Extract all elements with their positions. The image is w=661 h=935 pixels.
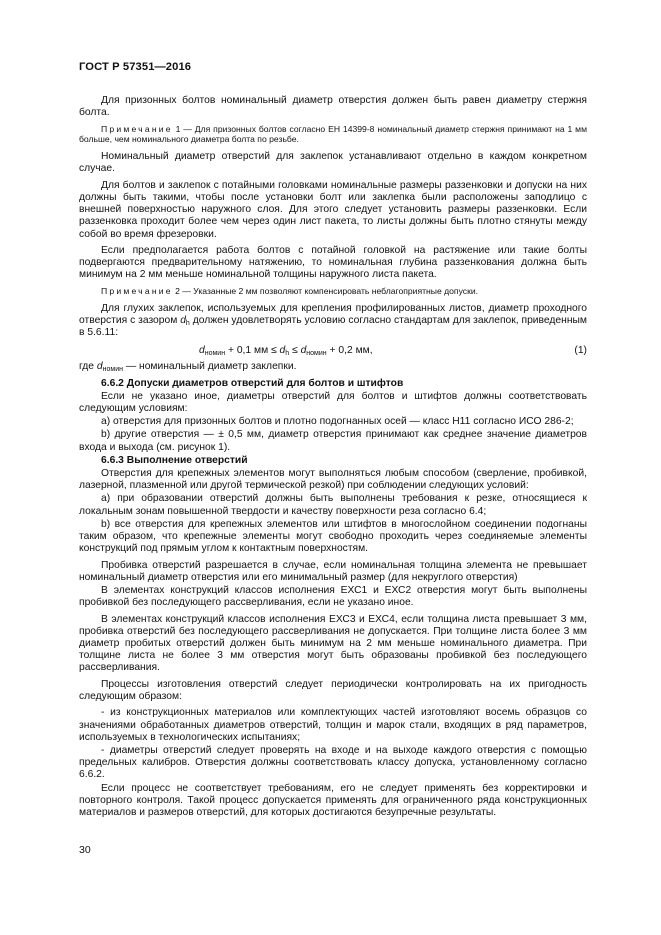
- paragraph: Если процесс не соответствует требованиям, его не следует применять без корректировки и повторного контроля. Такой процесс допускается применять для ограниченного ряда конструкционных материалов и размеров отверстий, для которых достигаются безупречные результаты.: [79, 782, 587, 819]
- subscript: номин: [204, 350, 226, 358]
- note-text: 2 — Указанные 2 мм позволяют компенсировать неблагоприятные допуски.: [172, 285, 479, 296]
- formula-explanation: [79, 361, 587, 373]
- text-run: — номинальный диаметр заклепки.: [122, 361, 297, 373]
- note-label: Примечание: [101, 285, 173, 296]
- text-run: ≤: [289, 345, 301, 357]
- note-2: [79, 286, 587, 297]
- section-heading-6-6-3: 6.6.3 Выполнение отверстий: [101, 454, 248, 466]
- subscript: номин: [306, 350, 327, 358]
- variable: d: [300, 345, 307, 357]
- paragraph: Пробивка отверстий разрешается в случае, если номинальная толщина элемента не превышает номинальный диаметр отверстия или его минимальный размер (для некруглого отверстия): [79, 559, 587, 583]
- formula-number: (1): [574, 345, 587, 357]
- paragraph: В элементах конструкций классов исполнения ЕХС3 и ЕХС4, если толщина листа превышает 3 мм, пробивка отверстий без последующего рассверливания не допускается. При толщине листа более 3 мм диаметр пробитых отверстий должен быть минимум на 2 мм меньше номинального диаметра. При толщине листа не более 3 мм отверстия могут быть образованы пробивкой без последующего рассверливания.: [79, 613, 587, 674]
- note-1: [79, 124, 587, 146]
- paragraph: Для призонных болтов номинальный диаметр отверстия должен быть равен диаметру стержня болта.: [79, 95, 587, 119]
- document-body: [79, 95, 587, 823]
- page-number: 30: [79, 844, 91, 856]
- paragraph: Если предполагается работа болтов с потайной головкой на растяжение или такие болты подвергаются предварительному натяжению, то номинальная глубина раззенкования должна быть минимум на 2 мм меньше номинальной толщины наружного листа пакета.: [79, 244, 587, 281]
- variable: d: [180, 314, 186, 326]
- text-run: где: [79, 361, 97, 373]
- variable: d: [279, 345, 286, 357]
- note-text: 1 — Для призонных болтов согласно ЕН 14399-8 номинальный диаметр стержня принимают на 1 мм больше, чем номинального диаметра болта по резьбе.: [79, 123, 587, 145]
- formula-expression: [199, 343, 373, 358]
- list-item: - из конструкционных материалов или комплектующих частей изготовляют восемь образцов со значениями обработанных диаметров отверстий, толщин и марок стали, входящих в ряд параметров, используемых в технологических испытаниях;: [79, 707, 587, 743]
- text-run: должен удовлетворять условию согласно стандартам для заклепок, приведенным в 5.6.11:: [79, 314, 588, 338]
- list-item: b) другие отверстия — ± 0,5 мм, диаметр отверстия принимают как среднее значение диаметров входа и выхода (см. рисунок 1).: [79, 429, 587, 453]
- subscript: h: [285, 350, 290, 358]
- paragraph: Для болтов и заклепок с потайными головками номинальные размеры раззенковки и допуски на них должны быть такими, чтобы после установки болт или заклепка были расположены заподлицо с внешней поверхностью наружного слоя. Для этого следует установить размеры раззенковки. Если раззенковка проходит более чем через один лист пакета, то листы должны быть плотно стянуты между собой во время фрезеровки.: [79, 179, 587, 240]
- subscript: номин: [102, 366, 123, 374]
- note-label: Примечание: [101, 123, 173, 134]
- paragraph: В элементах конструкций классов исполнения ЕХС1 и ЕХС2 отверстия могут быть выполнены пробивкой без последующего рассверливания, если не указано иное.: [79, 585, 587, 609]
- list-item: b) все отверстия для крепежных элементов или штифтов в многослойном соединении подогнаны таким образом, что крепежные элементы могут свободно проходить через соединяемые элементы конструкций под прямым углом к контактным поверхностям.: [79, 518, 587, 555]
- text-run: Для глухих заклепок, используемых для крепления профилированных листов, диаметр проходного отверстия с зазором: [79, 302, 587, 326]
- paragraph: Если не указано иное, диаметры отверстий для болтов и штифтов должны соответствовать следующим условиям:: [79, 390, 587, 414]
- variable: d: [96, 361, 103, 373]
- paragraph: Процессы изготовления отверстий следует периодически контролировать на их пригодность следующим образом:: [79, 678, 587, 703]
- paragraph: Отверстия для крепежных элементов могут выполняться любым способом (сверление, пробивкой, лазерной, плазменной или другой термической резкой) при соблюдении следующих условий:: [79, 468, 587, 492]
- text-run: + 0,1 мм ≤: [225, 345, 280, 357]
- paragraph: Номинальный диаметр отверстий для заклепок устанавливают отдельно в каждом конкретном случае.: [79, 151, 587, 175]
- list-item: a) отверстия для призонных болтов и плотно подогнанных осей — класс Н11 согласно ИСО 286-2;: [101, 416, 574, 428]
- subscript: h: [185, 319, 190, 327]
- variable: d: [199, 345, 205, 357]
- paragraph: [79, 303, 587, 340]
- text-run: + 0,2 мм,: [326, 345, 373, 357]
- list-item: а) при образовании отверстий должны быть выполнены требования к резке, относящиеся к локальным зонам повышенной твердости и качеству поверхности реза согласно 6.4;: [79, 493, 587, 517]
- section-heading-6-6-2: 6.6.2 Допуски диаметров отверстий для болтов и штифтов: [101, 377, 404, 389]
- document-code: ГОСТ Р 57351—2016: [79, 61, 192, 73]
- formula-1: [79, 343, 587, 358]
- list-item: - диаметры отверстий следует проверять на входе и на выходе каждого отверстия с помощью предельных калибров. Отверстия должны соответствовать классу допуска, установленному согласно 6.6.2.: [79, 745, 587, 781]
